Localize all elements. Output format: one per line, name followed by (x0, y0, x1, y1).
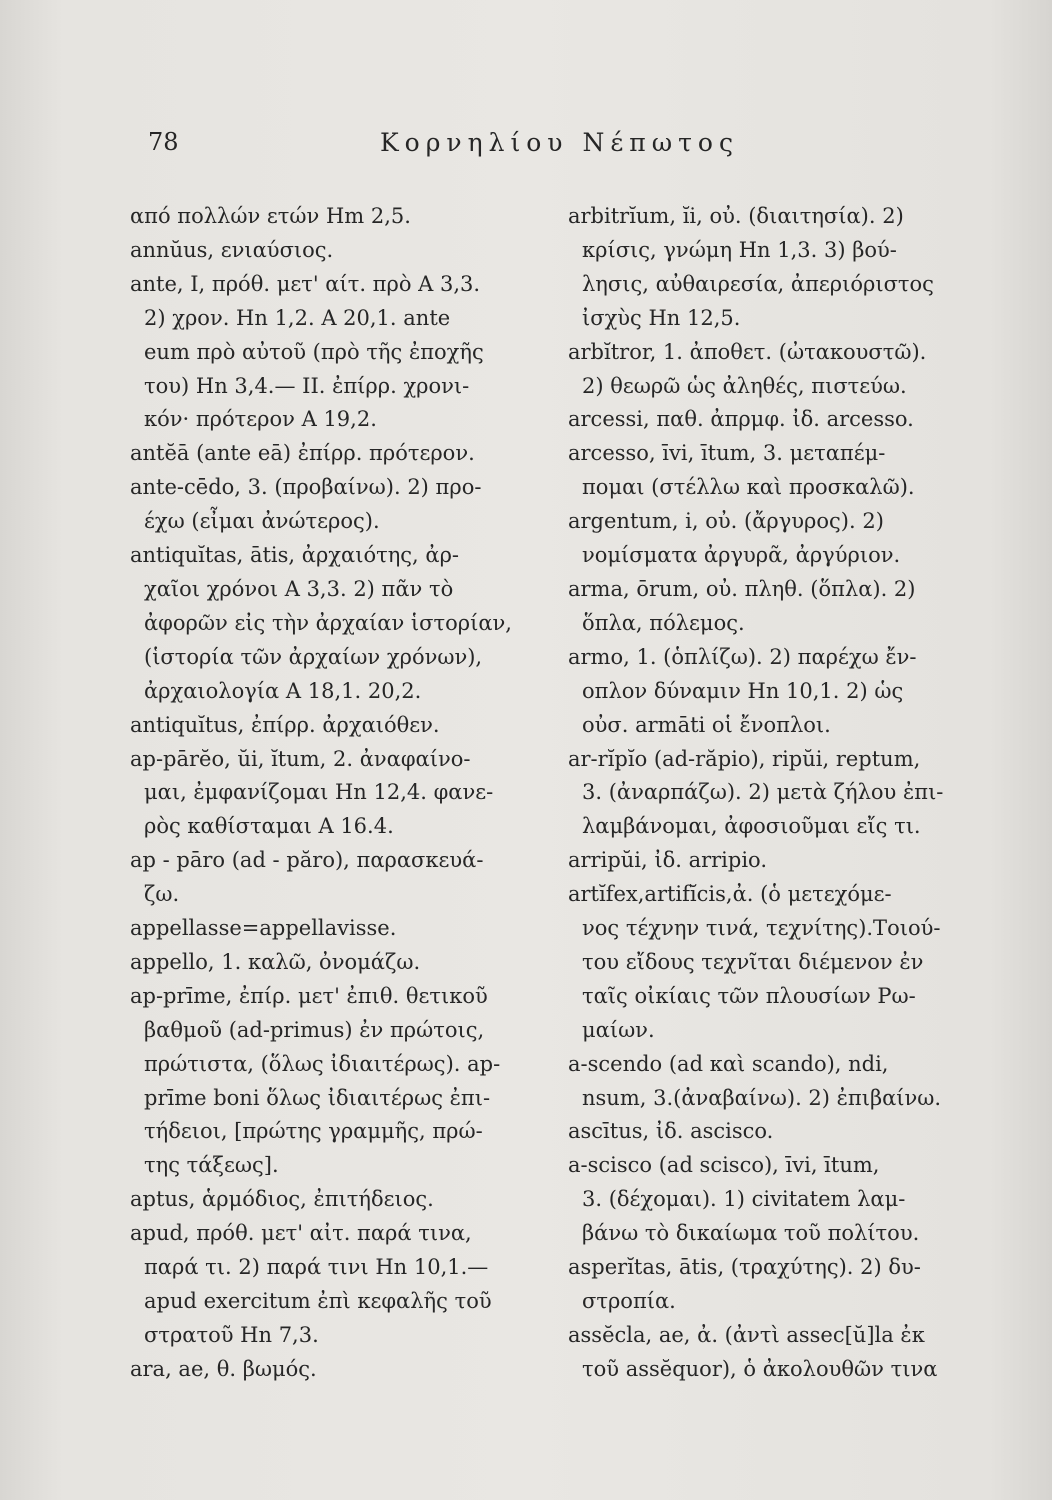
dictionary-entry (130, 234, 555, 268)
entry-line: κόν· πρότερον Α 19,2. (144, 407, 377, 432)
dictionary-entry (130, 200, 555, 234)
entry-line: μαίων. (582, 1017, 655, 1042)
entry-line: a-scendo (ad καὶ scando), ndi, (568, 1051, 889, 1076)
entry-line: έχω (εἶμαι ἀνώτερος). (144, 509, 380, 534)
dictionary-entry (568, 573, 988, 641)
entry-line: 3. (ἀναρπάζω). 2) μετὰ ζήλου ἐπι- (582, 780, 944, 805)
dictionary-entry (568, 641, 988, 743)
left-column (130, 200, 555, 1387)
entry-line: λαμβάνομαι, ἀφοσιοῦμαι εἴς τι. (582, 814, 921, 839)
entry-line: arripŭi, ἰδ. arripio. (568, 848, 767, 873)
dictionary-entry (568, 1115, 988, 1149)
entry-line: λησις, αὐθαιρεσία, ἀπεριόριστος (582, 271, 934, 296)
entry-line: arcesso, īvi, ītum, 3. μεταπέμ- (568, 441, 886, 466)
dictionary-entry (130, 268, 555, 438)
dictionary-entry (130, 709, 555, 743)
entry-line: ap - pāro (ad - păro), παρασκευά- (130, 848, 484, 873)
dictionary-entry (130, 437, 555, 471)
entry-line: ἰσχὺς Hn 12,5. (582, 305, 741, 330)
entry-line: από πολλών ετών Hm 2,5. (130, 204, 411, 228)
entry-line: νος τέχνην τινά, τεχνίτης).Τοιού- (582, 916, 941, 941)
entry-line: τήδειοι, [πρώτης γραμμῆς, πρώ- (144, 1119, 483, 1144)
entry-line: 3. (δέχομαι). 1) civitatem λαμ- (582, 1187, 906, 1212)
entry-line: μαι, ἐμφανίζομαι Hn 12,4. φανε- (144, 780, 494, 805)
page-header (148, 128, 928, 168)
dictionary-entry (568, 878, 988, 1048)
entry-line: τοῦ assĕquor), ὁ ἀκολουθῶν τινα (582, 1356, 938, 1381)
entry-line: ap-prīme, ἐπίρ. μετ' ἐπιθ. θετικοῦ (130, 983, 488, 1008)
entry-line: οπλον δύναμιν Hn 10,1. 2) ὡς (582, 678, 904, 703)
dictionary-entry (130, 912, 555, 946)
entry-line: πρώτιστα, (ὅλως ἰδιαιτέρως). ap- (144, 1051, 501, 1076)
entry-line: στρατοῦ Hn 7,3. (144, 1322, 319, 1347)
entry-line: 2) χρον. Hn 1,2. A 20,1. ante (144, 305, 451, 330)
dictionary-entry (130, 1183, 555, 1217)
entry-line: ταῖς οἰκίαις τῶν πλουσίων Ρω- (582, 983, 916, 1008)
dictionary-entry (130, 743, 555, 845)
entry-line: armo, 1. (ὁπλίζω). 2) παρέχω ἔν- (568, 644, 917, 669)
entry-line: aptus, ἁρμόδιος, ἐπιτήδειος. (130, 1187, 434, 1212)
right-column (568, 200, 988, 1387)
entry-line: παρά τι. 2) παρά τινι Hn 10,1.— (144, 1255, 489, 1280)
entry-line: eum πρὸ αὐτοῦ (πρὸ τῆς ἐποχῆς (144, 339, 484, 364)
entry-line: πομαι (στέλλω καὶ προσκαλῶ). (582, 475, 915, 500)
dictionary-entry (130, 980, 555, 1183)
entry-line: arbitrĭum, ĭi, οὐ. (διαιτησία). 2) (568, 204, 904, 228)
entry-line: ascītus, ἰδ. ascisco. (568, 1119, 774, 1144)
dictionary-entry (568, 505, 988, 573)
entry-line: appellasse=appellavisse. (130, 916, 397, 941)
dictionary-entry (130, 539, 555, 709)
entry-line: argentum, i, οὐ. (ἄργυρος). 2) (568, 509, 884, 534)
entry-line: prīme boni ὅλως ἰδιαιτέρως ἐπι- (144, 1085, 491, 1110)
entry-line: a-scisco (ad scisco), īvi, ītum, (568, 1153, 880, 1178)
dictionary-entry (568, 1149, 988, 1251)
dictionary-entry (130, 946, 555, 980)
entry-line: apud, πρόθ. μετ' αἰτ. παρά τινα, (130, 1221, 472, 1246)
entry-line: asperĭtas, ātis, (τραχύτης). 2) δυ- (568, 1255, 921, 1280)
entry-line: arcessi, παθ. ἀπρμφ. ἰδ. arcesso. (568, 407, 914, 432)
entry-line: antiquĭtus, ἐπίρρ. ἀρχαιόθεν. (130, 712, 440, 737)
entry-line: arma, ōrum, οὐ. πληθ. (ὅπλα). 2) (568, 576, 916, 601)
dictionary-entry (568, 336, 988, 404)
entry-line: της τάξεως]. (144, 1153, 279, 1178)
dictionary-entry (568, 1319, 988, 1387)
entry-line: ar-rĭpĭo (ad-răpio), ripŭi, reptum, (568, 746, 921, 771)
entry-line: appello, 1. καλῶ, ὀνομάζω. (130, 949, 421, 974)
dictionary-entry (568, 844, 988, 878)
page-number: 78 (148, 128, 179, 156)
dictionary-entry (568, 437, 988, 505)
dictionary-entry (568, 1048, 988, 1116)
dictionary-entry (568, 403, 988, 437)
dictionary-entry (568, 743, 988, 845)
entry-line: χαῖοι χρόνοι Α 3,3. 2) πᾶν τὸ (144, 576, 454, 601)
dictionary-entry (130, 1217, 555, 1353)
entry-line: βαθμοῦ (ad-primus) ἐν πρώτοις, (144, 1017, 485, 1042)
entry-line: βάνω τὸ δικαίωμα τοῦ πολίτου. (582, 1221, 920, 1246)
entry-line: apud exercitum ἐπὶ κεφαλῆς τοῦ (144, 1289, 492, 1313)
running-title: Κορνηλίου Νέπωτος (380, 128, 739, 157)
entry-line: οὐσ. armāti οἱ ἔνοπλοι. (582, 712, 831, 737)
entry-line: annŭus, ενιαύσιος. (130, 237, 334, 262)
entry-line: του εἴδους τεχνῖται διέμενον ἐν (582, 949, 924, 974)
dictionary-entry (130, 1353, 555, 1387)
dictionary-entry (568, 1251, 988, 1319)
entry-line: antĕā (ante eā) ἐπίρρ. πρότερον. (130, 441, 475, 466)
dictionary-entry (130, 471, 555, 539)
entry-line: antiquĭtas, ātis, ἀρχαιότης, ἀρ- (130, 543, 460, 568)
entry-line: ap-pārĕo, ŭi, ĭtum, 2. ἀναφαίνο- (130, 746, 471, 771)
entry-line: ζω. (144, 882, 180, 907)
entry-line: ante-cēdo, 3. (προβαίνω). 2) προ- (130, 475, 482, 500)
entry-line: στροπία. (582, 1289, 676, 1313)
entry-line: νομίσματα ἀργυρᾶ, ἀργύριον. (582, 543, 901, 568)
entry-line: ara, ae, θ. βωμός. (130, 1356, 317, 1381)
entry-line: nsum, 3.(ἀναβαίνω). 2) ἐπιβαίνω. (582, 1085, 942, 1110)
entry-line: artĭfex,artifĭcis,ἀ. (ὁ μετεχόμε- (568, 882, 892, 907)
entry-line: του) Hn 3,4.— II. ἐπίρρ. χρονι- (144, 373, 470, 398)
entry-line: arbĭtror, 1. ἀποθετ. (ὠτακουστῶ). (568, 339, 927, 364)
entry-line: ἀρχαιολογία Α 18,1. 20,2. (144, 678, 422, 703)
entry-line: (ἱστορία τῶν ἀρχαίων χρόνων), (144, 644, 483, 669)
entry-line: κρίσις, γνώμη Hn 1,3. 3) βού- (582, 237, 897, 262)
entry-line: 2) θεωρῶ ὡς ἀληθές, πιστεύω. (582, 373, 907, 398)
dictionary-entry (568, 200, 988, 336)
dictionary-entry (130, 844, 555, 912)
entry-line: assĕcla, ae, ἀ. (ἀντὶ assec[ŭ]la ἐκ (568, 1322, 925, 1347)
entry-line: ἀφορῶν εἰς τὴν ἀρχαίαν ἱστορίαν, (144, 610, 512, 635)
entry-line: ρὸς καθίσταμαι Α 16.4. (144, 814, 394, 839)
entry-line: ὅπλα, πόλεμος. (582, 610, 745, 635)
entry-line: ante, I, πρόθ. μετ' αίτ. πρὸ Α 3,3. (130, 271, 481, 296)
